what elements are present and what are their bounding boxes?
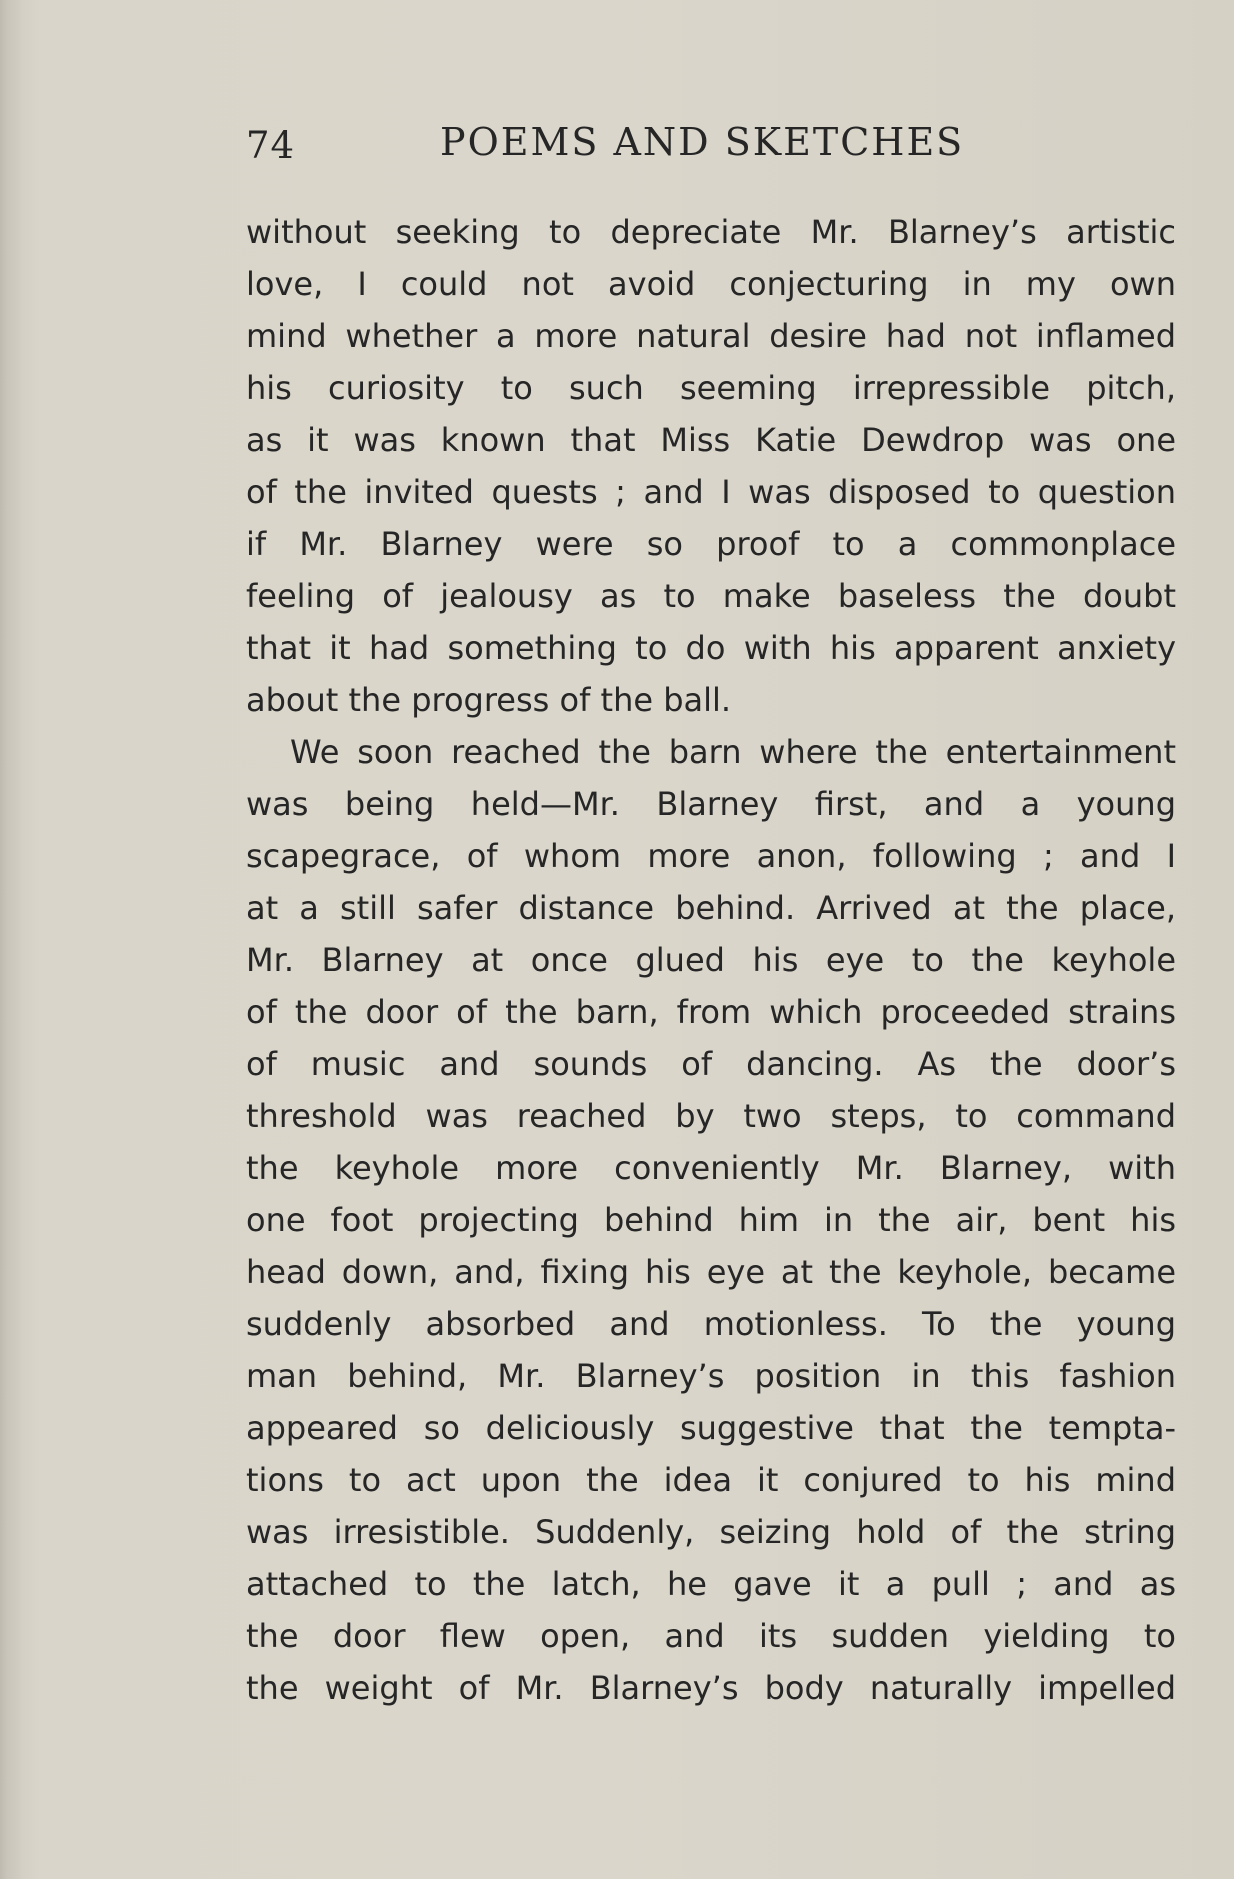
- text-line: appeared so deliciously suggestive that the tempta-: [246, 1409, 1176, 1447]
- text-line: love, I could not avoid conjecturing in my own: [246, 265, 1176, 303]
- text-line: was irresistible. Suddenly, seizing hold of the string: [246, 1513, 1176, 1551]
- page-number: 74: [246, 124, 296, 167]
- text-line: without seeking to depreciate Mr. Blarney’s artistic: [246, 213, 1176, 251]
- text-line: scapegrace, of whom more anon, following ; and I: [246, 837, 1176, 875]
- text-line: tions to act upon the idea it conjured to his mind: [246, 1461, 1176, 1499]
- text-line: was being held—Mr. Blarney first, and a young: [246, 785, 1176, 823]
- text-line: of the door of the barn, from which proceeded strains: [246, 993, 1176, 1031]
- text-line: the door flew open, and its sudden yielding to: [246, 1617, 1176, 1655]
- text-line: of the invited quests ; and I was disposed to question: [246, 473, 1176, 511]
- text-line: mind whether a more natural desire had not inflamed: [246, 317, 1176, 355]
- text-line: at a still safer distance behind. Arrived at the place,: [246, 889, 1176, 927]
- text-line: if Mr. Blarney were so proof to a commonplace: [246, 525, 1176, 563]
- body-text: [246, 206, 1176, 1714]
- text-line: the weight of Mr. Blarney’s body naturally impelled: [246, 1669, 1176, 1707]
- text-line: head down, and, fixing his eye at the keyhole, became: [246, 1253, 1176, 1291]
- text-line: attached to the latch, he gave it a pull ; and as: [246, 1565, 1176, 1603]
- text-line: feeling of jealousy as to make baseless the doubt: [246, 577, 1176, 615]
- text-line: man behind, Mr. Blarney’s position in this fashion: [246, 1357, 1176, 1395]
- text-line: one foot projecting behind him in the air, bent his: [246, 1201, 1176, 1239]
- text-line: as it was known that Miss Katie Dewdrop was one: [246, 421, 1176, 459]
- running-title: POEMS AND SKETCHES: [440, 120, 965, 164]
- running-head: [246, 118, 976, 174]
- text-line: We soon reached the barn where the entertainment: [290, 733, 1176, 771]
- text-line: threshold was reached by two steps, to command: [246, 1097, 1176, 1135]
- text-line: his curiosity to such seeming irrepressible pitch,: [246, 369, 1176, 407]
- page-gutter-edge: [0, 0, 22, 1879]
- text-line: the keyhole more conveniently Mr. Blarney, with: [246, 1149, 1176, 1187]
- text-line: that it had something to do with his apparent anxiety: [246, 629, 1176, 667]
- text-line: Mr. Blarney at once glued his eye to the keyhole: [246, 941, 1176, 979]
- text-line: about the progress of the ball.: [246, 681, 732, 719]
- text-line: suddenly absorbed and motionless. To the young: [246, 1305, 1176, 1343]
- text-line: of music and sounds of dancing. As the door’s: [246, 1045, 1176, 1083]
